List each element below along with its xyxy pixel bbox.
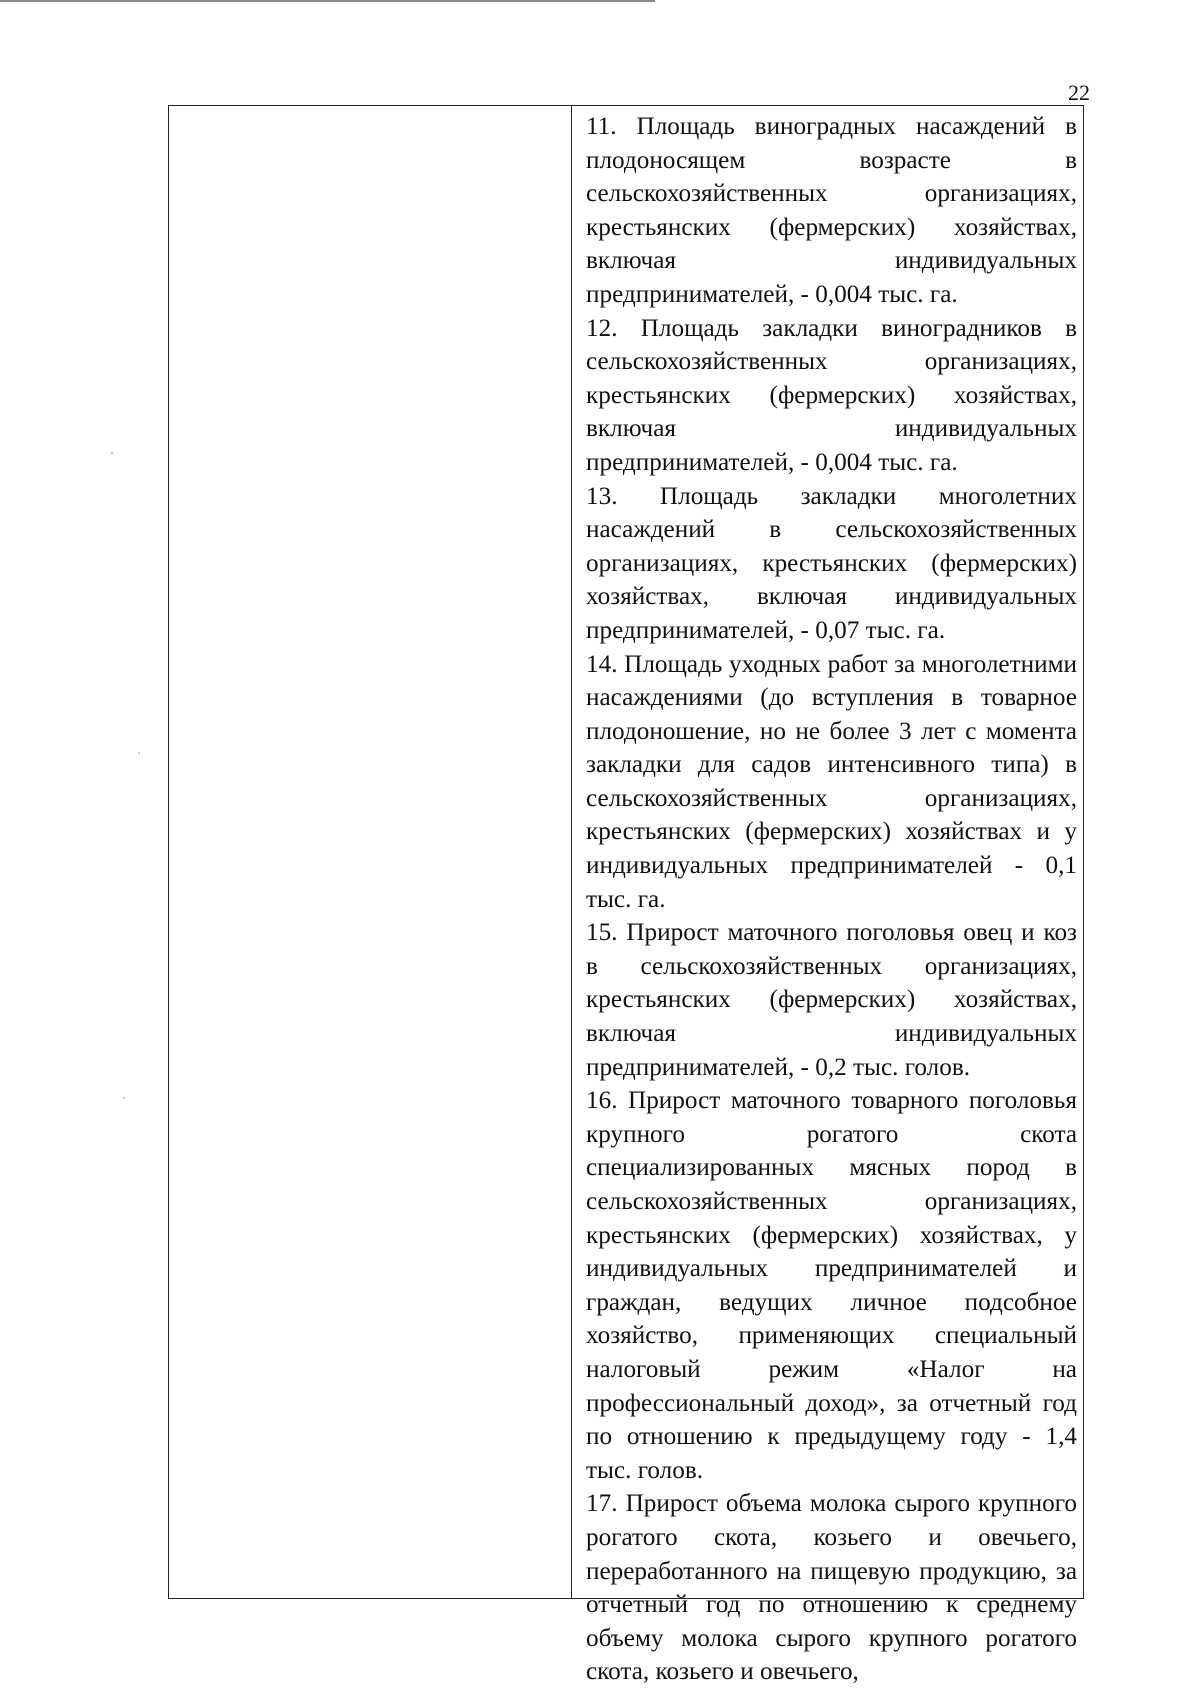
list-item-17: 17. Прирост объема молока сырого крупного рогатого скота, козьего и овечьего, переработанного на пищевую продукцию, за отчетный год по отношению к среднему объему молока сырого крупного рогатого скота, козьего и овечьего, — [586, 1490, 1077, 1686]
document-table — [168, 105, 1084, 1686]
list-item-16: 16. Прирост маточного товарного поголовья крупного рогатого скота специализированных мясных пород в сельскохозяйственных организациях, крестьянских (фермерских) хозяйствах, у индивидуальных предпринимателей и граждан, ведущих личное подсобное хозяйство, применяющих специальный налоговый режим «Налог на профессиональный доход», за отчетный год по отношению к предыдущему году - 1,4 тыс. голов. — [586, 1087, 1077, 1484]
scan-edge-line — [0, 0, 655, 2]
page-number: 22 — [1068, 80, 1090, 105]
list-item-12: 12. Площадь закладки виноградников в сельскохозяйственных организациях, крестьянских (фермерских) хозяйствах, включая индивидуальных предпринимателей, - 0,004 тыс. га. — [586, 314, 1077, 476]
table-right-cell — [572, 106, 1083, 1686]
list-item-11: 11. Площадь виноградных насаждений в плодоносящем возрасте в сельскохозяйственных организациях, крестьянских (фермерских) хозяйствах, включая индивидуальных предпринимателей, - 0,004 тыс. га. — [586, 113, 1077, 308]
table-left-cell — [169, 106, 572, 1598]
list-item-13: 13. Площадь закладки многолетних насаждений в сельскохозяйственных организациях, крестьянских (фермерских) хозяйствах, включая индивидуальных предпринимателей, - 0,07 тыс. га. — [586, 482, 1077, 644]
list-item-14: 14. Площадь уходных работ за многолетними насаждениями (до вступления в товарное плодоношение, но не более 3 лет с момента закладки для садов интенсивного типа) в сельскохозяйственных организациях, крестьянских (фермерских) хозяйствах и у индивидуальных предпринимателей - 0,1 тыс. га. — [586, 650, 1077, 913]
list-item-15: 15. Прирост маточного поголовья овец и коз в сельскохозяйственных организациях, крестьянских (фермерских) хозяйствах, включая индивидуальных предпринимателей, - 0,2 тыс. голов. — [586, 919, 1077, 1081]
scan-speck — [138, 752, 140, 754]
scan-speck — [123, 1097, 125, 1099]
scan-speck — [111, 452, 113, 454]
